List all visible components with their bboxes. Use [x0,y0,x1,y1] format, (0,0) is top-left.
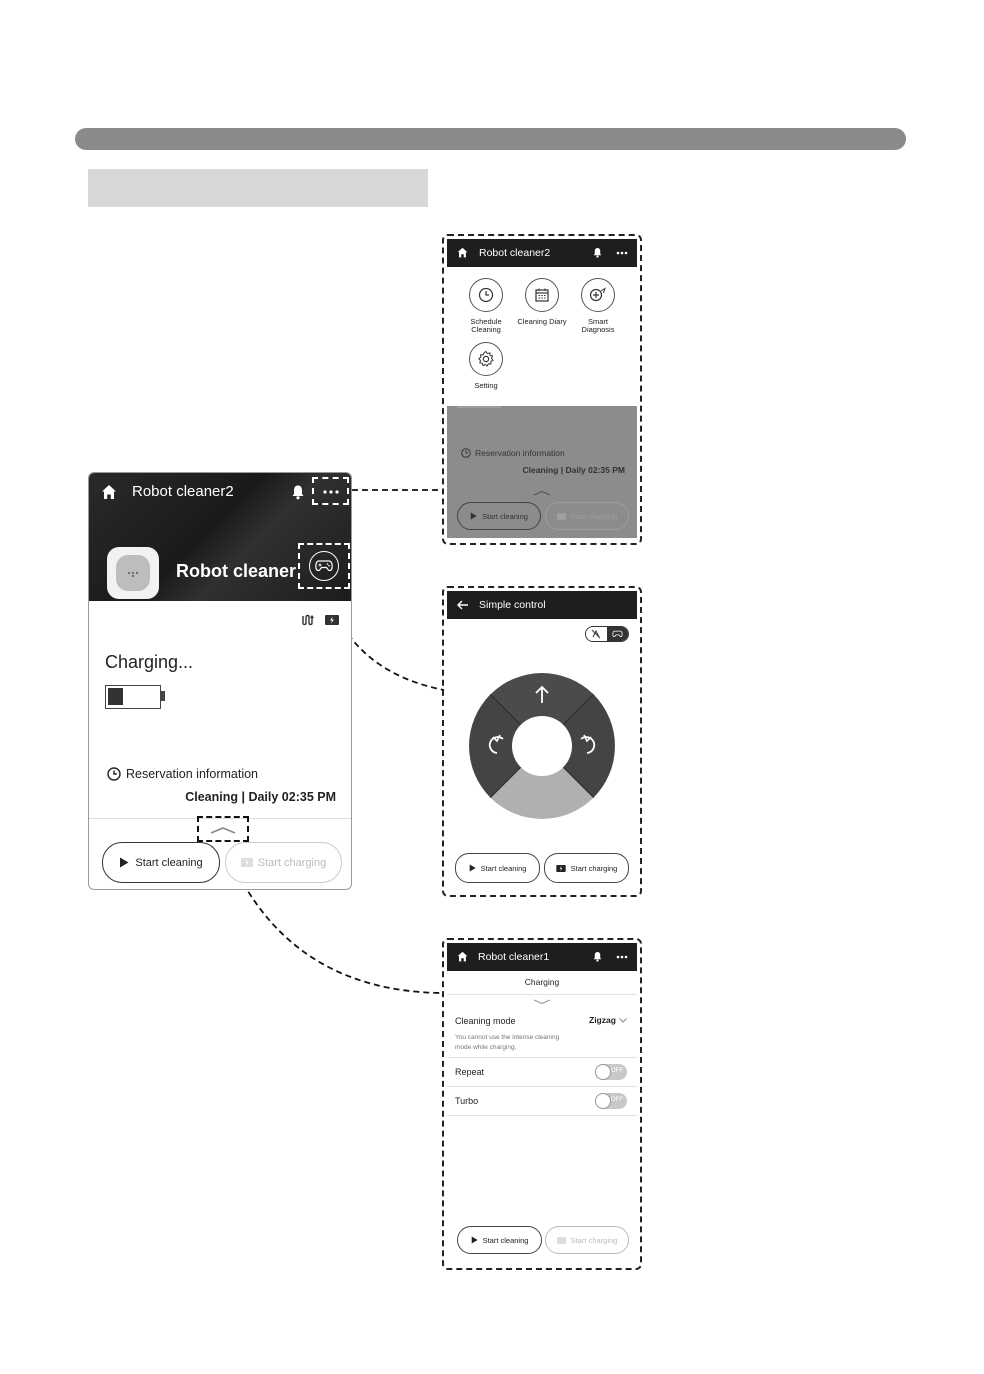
overlay-fragment [457,406,501,408]
turbo-label: Turbo [455,1096,479,1106]
charging-status-icon [325,615,339,625]
chevron-up-icon [209,825,237,835]
expand-handle[interactable] [197,816,249,842]
toggle-state: OFF [611,1097,623,1103]
charge-icon [557,1237,566,1244]
charge-icon [556,865,566,872]
chevron-up-icon [533,490,551,496]
play-icon [469,864,476,872]
reservation-label: Reservation information [475,448,565,458]
schedule-icon [478,287,494,303]
start-charging-button[interactable] [545,1226,629,1254]
gamepad-ring [309,551,339,581]
start-charging-button[interactable] [545,502,629,530]
direction-pad [469,673,615,819]
settings-screen [447,943,637,1263]
toggle-knob [595,1064,611,1080]
start-cleaning-label: Start cleaning [482,1235,529,1245]
cleaning-mode-note: You cannot use the intense cleaning mode while charging. [455,1034,560,1051]
turbo-toggle[interactable] [595,1093,627,1109]
gamepad-icon [315,559,333,573]
battery-indicator [105,685,161,709]
start-charging-label: Start charging [570,863,618,873]
start-charging-button[interactable] [544,853,629,883]
more-dots-icon [323,489,339,495]
start-charging-button[interactable] [225,842,342,883]
start-cleaning-label: Start cleaning [482,511,528,521]
gamepad-mode-segment[interactable] [607,627,629,641]
repeat-toggle[interactable] [595,1064,627,1080]
repeat-label: Repeat [455,1067,485,1077]
start-charging-label: Start charging [257,856,327,869]
toggle-state: OFF [611,1068,623,1074]
reservation-label: Reservation information [126,767,259,781]
home-icon[interactable] [457,247,468,258]
more-button[interactable] [312,477,349,505]
battery-tip [161,691,165,701]
reservation-value: Cleaning | Daily 02:35 PM [522,465,625,475]
control-screen-header [447,591,637,619]
start-charging-label: Start charging [570,511,618,521]
setting-button[interactable] [469,342,503,376]
play-icon [119,857,129,868]
bell-icon[interactable] [592,951,603,962]
gamepad-icon [611,630,624,638]
menu-screen-title: Robot cleaner2 [479,247,551,259]
device-name: Robot cleaner [176,561,297,581]
charge-icon [557,513,566,520]
battery-fill [108,688,123,705]
chevron-down-icon[interactable] [619,1018,627,1023]
schedule-cleaning-button[interactable] [469,278,503,312]
menu-screen-header [447,239,637,267]
start-cleaning-label: Start cleaning [480,863,527,873]
more-dots-icon[interactable] [616,955,628,959]
play-icon [470,512,477,520]
start-cleaning-button[interactable] [455,853,540,883]
start-cleaning-button[interactable] [457,502,541,530]
divider [447,1057,637,1058]
gear-icon [477,350,495,368]
zigzag-mode-icon [302,614,316,626]
cleaning-mode-label: Cleaning mode [455,1016,516,1026]
manual-mode-segment[interactable] [586,627,607,641]
bell-icon[interactable] [290,484,306,500]
robot-dots-icon [127,571,139,577]
control-screen [447,591,637,891]
divider [447,1115,637,1116]
divider [447,994,637,995]
reservation-value: Cleaning | Daily 02:35 PM [185,790,336,804]
control-screen-title: Simple control [479,599,546,611]
schedule-cleaning-label: Schedule Cleaning [470,317,502,334]
clock-icon [107,767,121,781]
charging-status: Charging [524,977,560,987]
center-button [512,716,572,776]
device-thumbnail [107,547,159,599]
diagnosis-icon [589,287,607,303]
setting-label: Setting [474,381,498,390]
home-icon[interactable] [457,951,468,962]
more-dots-icon[interactable] [616,251,628,255]
cleaning-diary-button[interactable] [525,278,559,312]
bell-icon[interactable] [592,247,603,258]
smart-diagnosis-button[interactable] [581,278,615,312]
settings-screen-title: Robot cleaner1 [478,951,550,963]
start-charging-label: Start charging [570,1235,618,1245]
control-mode-toggle[interactable] [585,626,629,642]
charge-icon [241,858,253,867]
charging-status: Charging... [105,652,194,672]
smart-diagnosis-label: Smart Diagnosis [581,317,615,334]
dimmed-overlay[interactable] [447,406,637,538]
chevron-down-icon[interactable] [533,999,551,1005]
menu-screen [447,239,637,538]
start-cleaning-label: Start cleaning [135,856,203,869]
settings-screen-header [447,943,637,971]
start-cleaning-button[interactable] [457,1226,542,1254]
simple-control-button[interactable] [298,543,350,589]
app-title: Robot cleaner2 [132,483,234,500]
toggle-knob [595,1093,611,1109]
calendar-icon [534,287,550,303]
play-icon [471,1236,478,1244]
home-icon[interactable] [101,484,117,500]
main-phone-screen [88,472,352,890]
cleaning-diary-label: Cleaning Diary [517,317,567,326]
divider [447,1086,637,1087]
hand-off-icon [591,629,601,639]
back-arrow-icon[interactable] [457,600,469,610]
clock-icon [461,448,471,458]
robot-illustration [116,555,150,591]
cleaning-mode-value[interactable]: Zigzag [589,1015,616,1025]
start-cleaning-button[interactable] [102,842,220,883]
